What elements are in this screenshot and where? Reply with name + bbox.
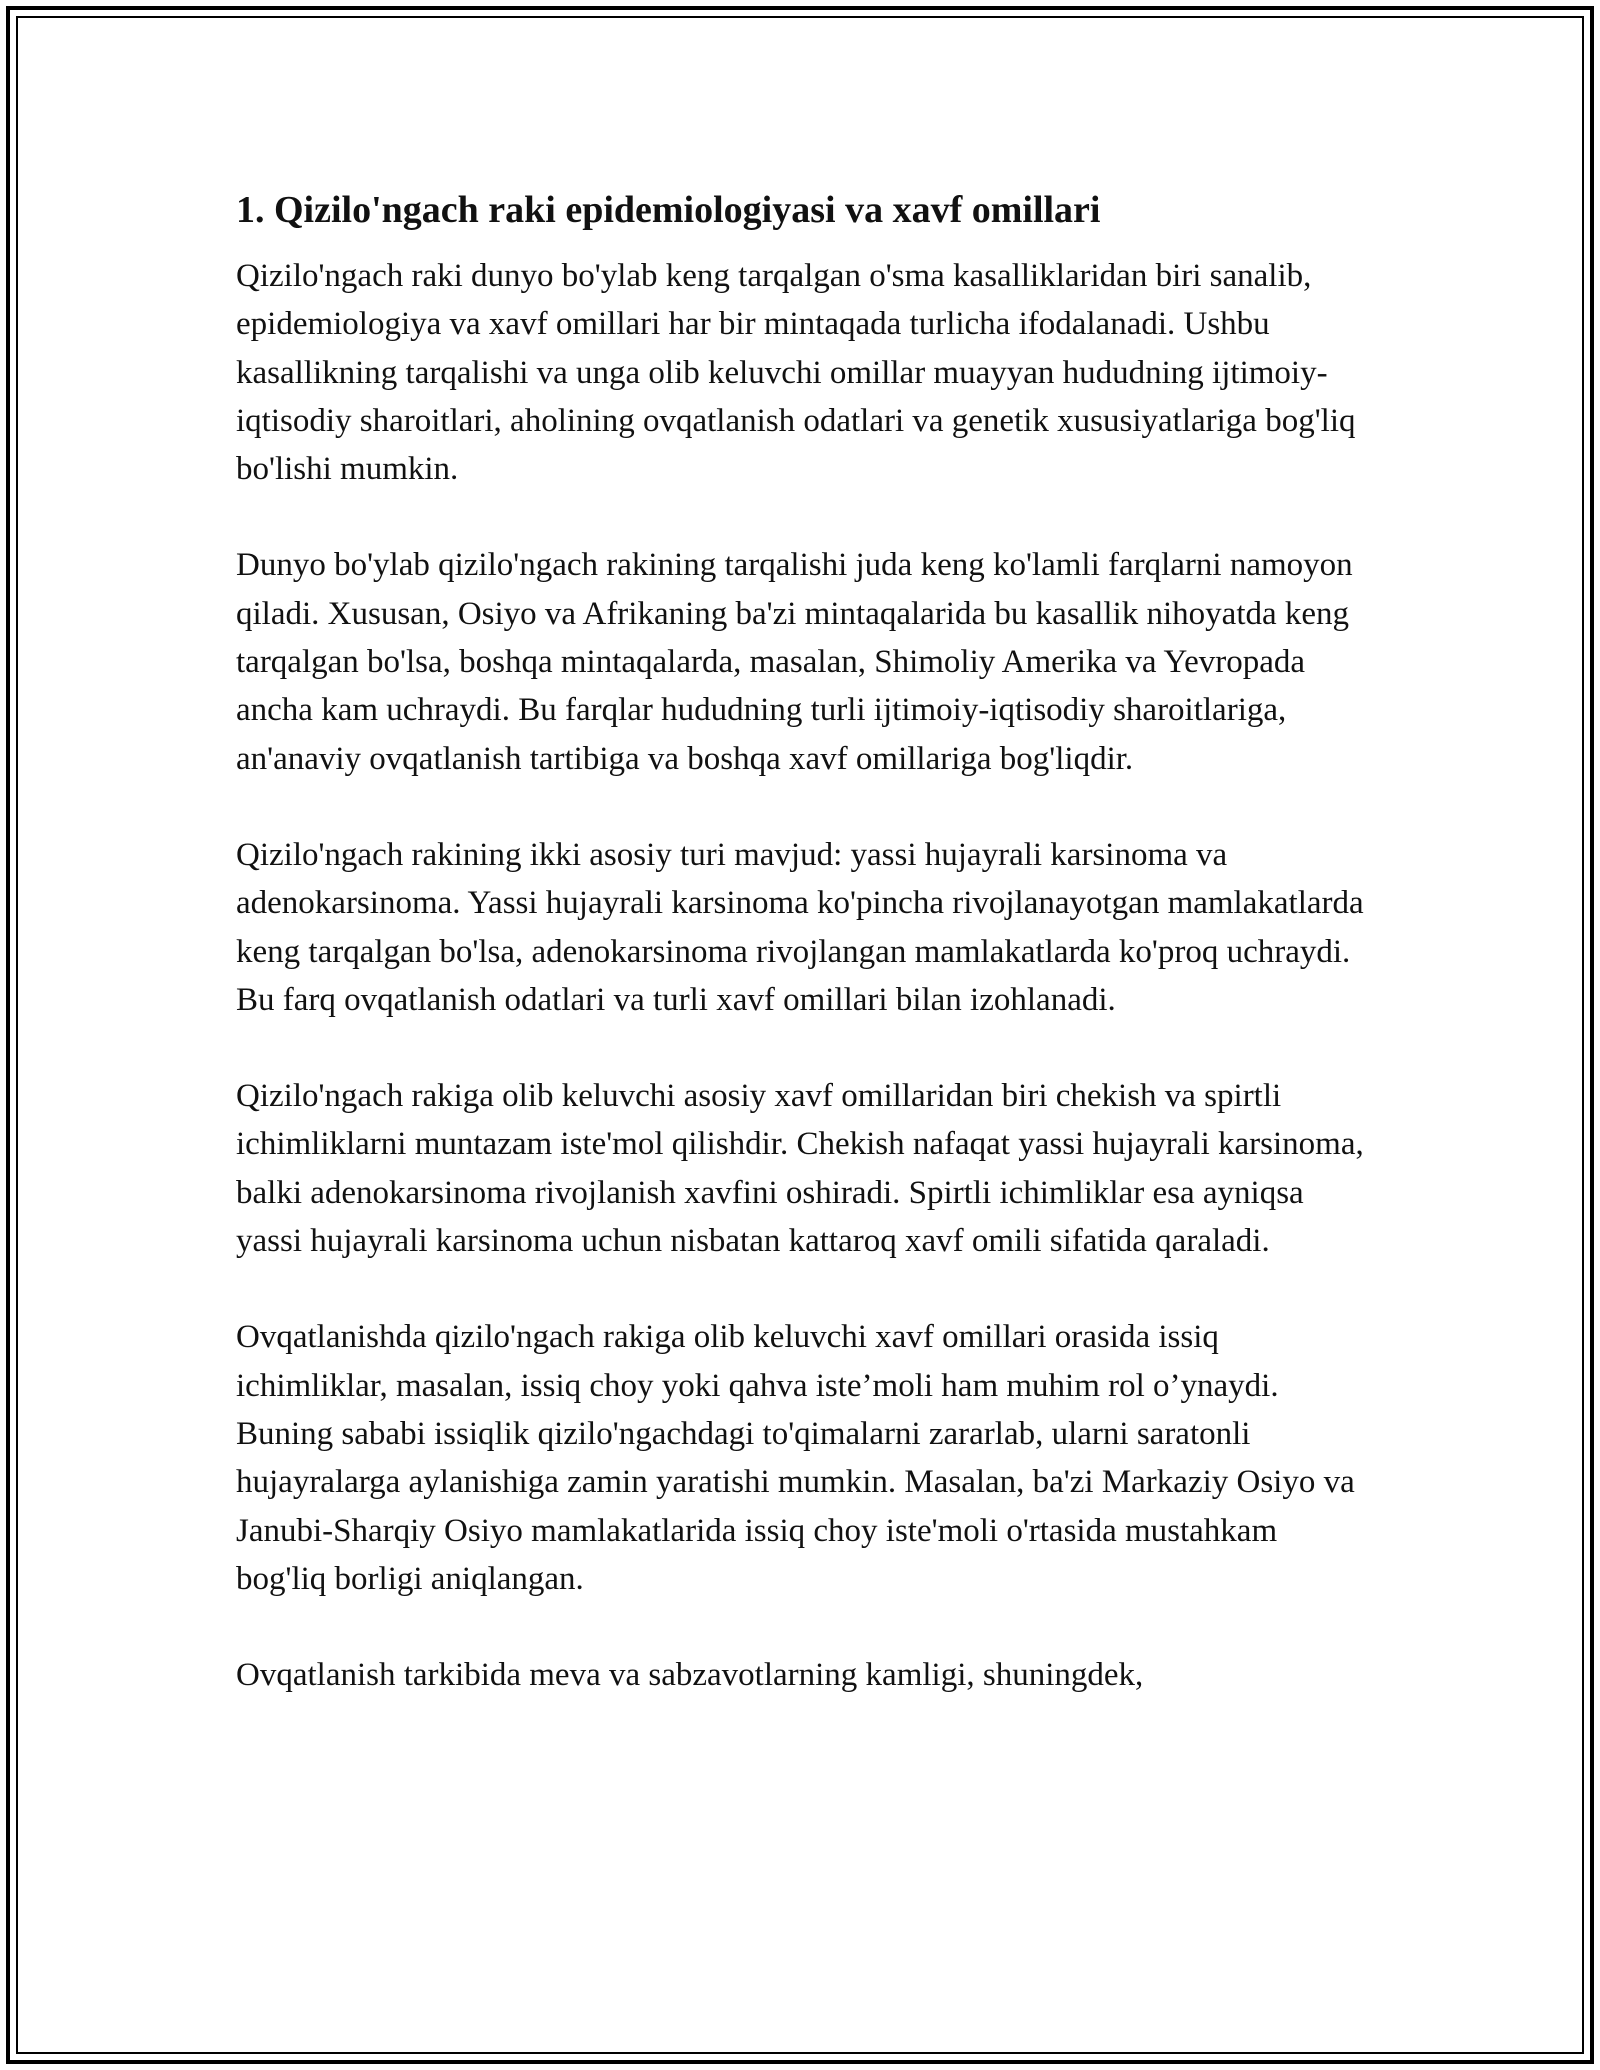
paragraph-5: Ovqatlanishda qizilo'ngach rakiga olib keluvchi xavf omillari orasida issiq ichimliklar, masalan, issiq choy yoki qahva iste’moli ham muhim rol o’ynaydi. Buning sababi issiqlik qizilo'ngachdagi to'qimalarni zararlab, ularni saratonli hujayralarga aylanishiga zamin yaratishi mumkin. Masalan, ba'zi Markaziy Osiyo va Janubi-Sharqiy Osiyo mamlakatlarida issiq choy iste'moli o'rtasida mustahkam bog'liq borligi aniqlangan. [236,1319,1355,1597]
paragraph-2: Dunyo bo'ylab qizilo'ngach rakining tarqalishi juda keng ko'lamli farqlarni namoyon qiladi. Xususan, Osiyo va Afrikaning ba'zi mintaqalarida bu kasallik nihoyatda keng tarqalgan bo'lsa, boshqa mintaqalarda, masalan, Shimoliy Amerika va Yevropada ancha kam uchraydi. Bu farqlar hududning turli ijtimoiy-iqtisodiy sharoitlariga, an'anaviy ovqatlanish tartibiga va boshqa xavf omillariga bog'liqdir. [236,547,1353,777]
paragraph-3: Qizilo'ngach rakining ikki asosiy turi mavjud: yassi hujayrali karsinoma va adenokarsinoma. Yassi hujayrali karsinoma ko'pincha rivojlanayotgan mamlakatlarda keng tarqalgan bo'lsa, adenokarsinoma rivojlangan mamlakatlarda ko'proq uchraydi. Bu farq ovqatlanish odatlari va turli xavf omillari bilan izohlanadi. [236,836,1364,1018]
paragraph-4: Qizilo'ngach rakiga olib keluvchi asosiy xavf omillaridan biri chekish va spirtli ichimliklarni muntazam iste'mol qilishdir. Chekish nafaqat yassi hujayrali karsinoma, balki adenokarsinoma rivojlanish xavfini oshiradi. Spirtli ichimliklar esa ayniqsa yassi hujayrali karsinoma uchun nisbatan kattaroq xavf omili sifatida qaraladi. [236,1078,1364,1260]
section-heading: 1. Qizilo'ngach raki epidemiologiyasi va xavf omillari [236,189,1101,231]
paragraph-1: Qizilo'ngach raki dunyo bo'ylab keng tarqalgan o'sma kasalliklaridan biri sanalib, epidemiologiya va xavf omillari har bir mintaqada turlicha ifodalanadi. Ushbu kasallikning tarqalishi va unga olib keluvchi omillar muayyan hududning ijtimoiy-iqtisodiy sharoitlari, aholining ovqatlanish odatlari va genetik xususiyatlariga bog'liq bo'lishi mumkin. [236,258,1356,488]
paragraph-6: Ovqatlanish tarkibida meva va sabzavotlarning kamligi, shuningdek, [236,1657,1144,1694]
document-body [236,186,1366,1747]
